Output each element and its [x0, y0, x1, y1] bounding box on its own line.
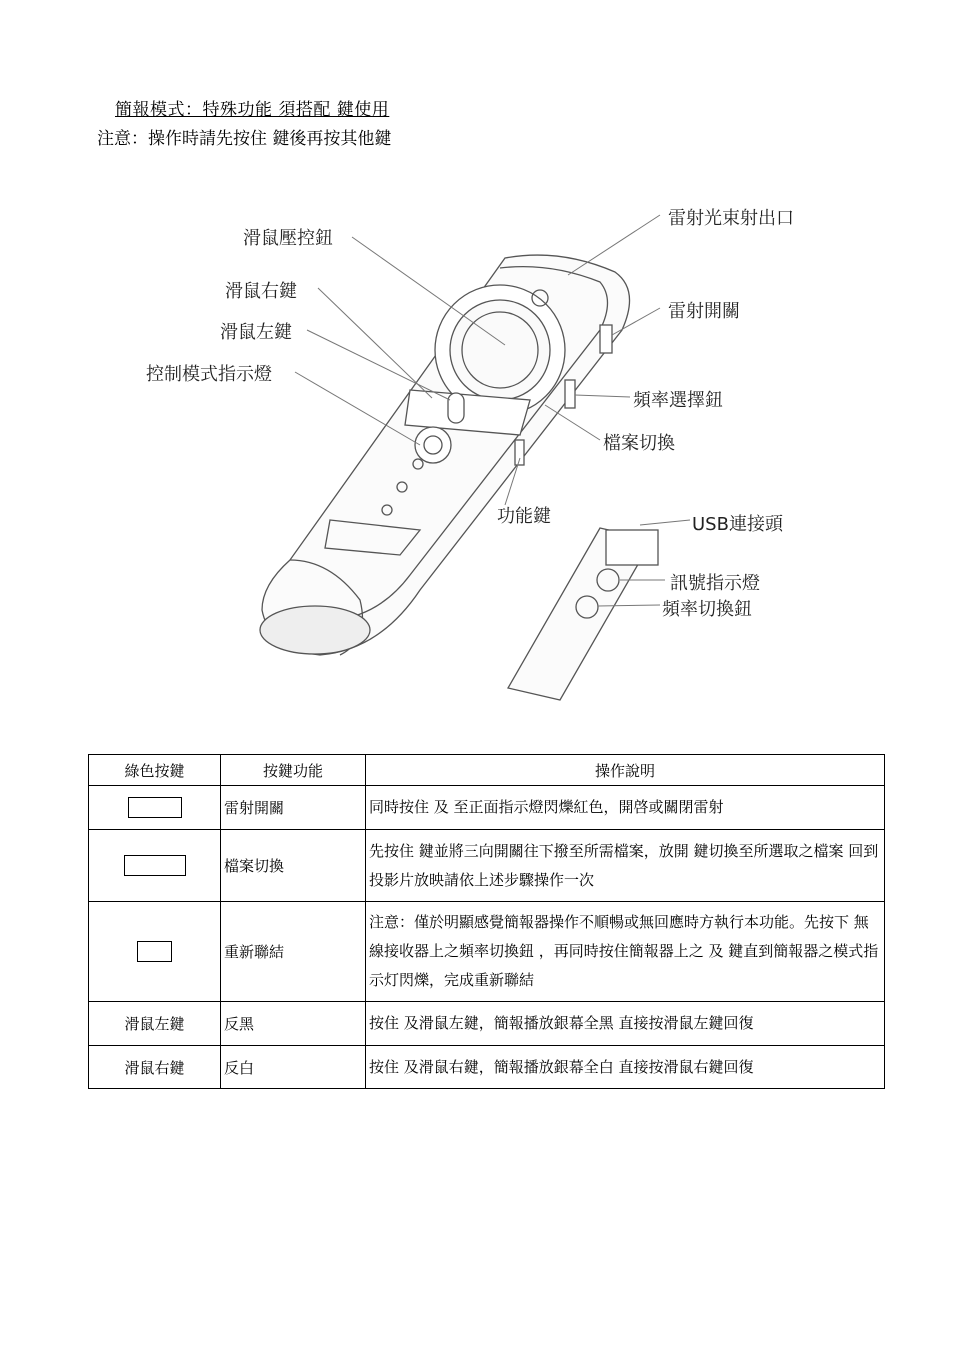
key-box — [128, 797, 182, 818]
function-cell: 檔案切換 — [221, 830, 366, 902]
table-header-row — [89, 755, 885, 786]
presenter-illustration — [0, 180, 954, 710]
label-laser-out: 雷射光束射出口 — [668, 208, 794, 229]
label-laser-switch: 雷射開關 — [668, 301, 740, 322]
key-cell: 滑鼠右鍵 — [89, 1046, 221, 1089]
header-key-function: 按鍵功能 — [221, 755, 366, 786]
desc-cell: 注意：僅於明顯感覺簡報器操作不順暢或無回應時方執行本功能。先按下 無線接收器上之頻率切換鈕 ，再同時按住簡報器上之 及 鍵直到簡報器之模式指示灯閃爍，完成重新聯結 — [366, 902, 885, 1002]
function-cell: 反白 — [221, 1046, 366, 1089]
table-row — [89, 830, 885, 902]
table-row — [89, 1046, 885, 1089]
table-row — [89, 786, 885, 830]
desc-cell: 先按住 鍵並將三向開關往下撥至所需檔案，放開 鍵切換至所選取之檔案 回到投影片放映請依上述步驟操作一次 — [366, 830, 885, 902]
usage-note: 注意：操作時請先按住 鍵後再按其他鍵 — [97, 129, 392, 149]
label-mouse-left: 滑鼠左鍵 — [220, 322, 292, 343]
function-table — [88, 754, 885, 1089]
section-heading: 簡報模式：特殊功能 須搭配 鍵使用 — [115, 100, 390, 120]
label-mode-led: 控制模式指示燈 — [146, 364, 272, 385]
key-cell — [89, 830, 221, 902]
label-signal-led: 訊號指示燈 — [670, 573, 760, 594]
label-file-switch: 檔案切換 — [603, 433, 675, 454]
function-cell: 雷射開關 — [221, 786, 366, 830]
presenter-diagram — [0, 180, 954, 710]
header-green-key: 綠色按鍵 — [89, 755, 221, 786]
label-freq-switch-btn: 頻率切換鈕 — [662, 599, 752, 620]
key-cell: 滑鼠左鍵 — [89, 1002, 221, 1046]
label-function-key: 功能鍵 — [497, 506, 551, 527]
label-mouse-pad: 滑鼠壓控鈕 — [243, 228, 333, 249]
label-freq-select: 頻率選擇鈕 — [633, 390, 723, 411]
label-usb-connector: USB連接頭 — [692, 514, 783, 535]
label-mouse-right: 滑鼠右鍵 — [225, 281, 297, 302]
key-cell — [89, 902, 221, 1002]
table-row — [89, 902, 885, 1002]
function-cell: 反黑 — [221, 1002, 366, 1046]
key-box — [124, 855, 186, 876]
function-cell: 重新聯結 — [221, 902, 366, 1002]
key-cell — [89, 786, 221, 830]
table-row — [89, 1002, 885, 1046]
header-operation: 操作說明 — [366, 755, 885, 786]
desc-cell: 按住 及滑鼠左鍵，簡報播放銀幕全黑 直接按滑鼠左鍵回復 — [366, 1002, 885, 1046]
desc-cell: 同時按住 及 至正面指示燈閃爍紅色，開啓或關閉雷射 — [366, 786, 885, 830]
desc-cell: 按住 及滑鼠右鍵，簡報播放銀幕全白 直接按滑鼠右鍵回復 — [366, 1046, 885, 1089]
key-box — [137, 941, 172, 962]
